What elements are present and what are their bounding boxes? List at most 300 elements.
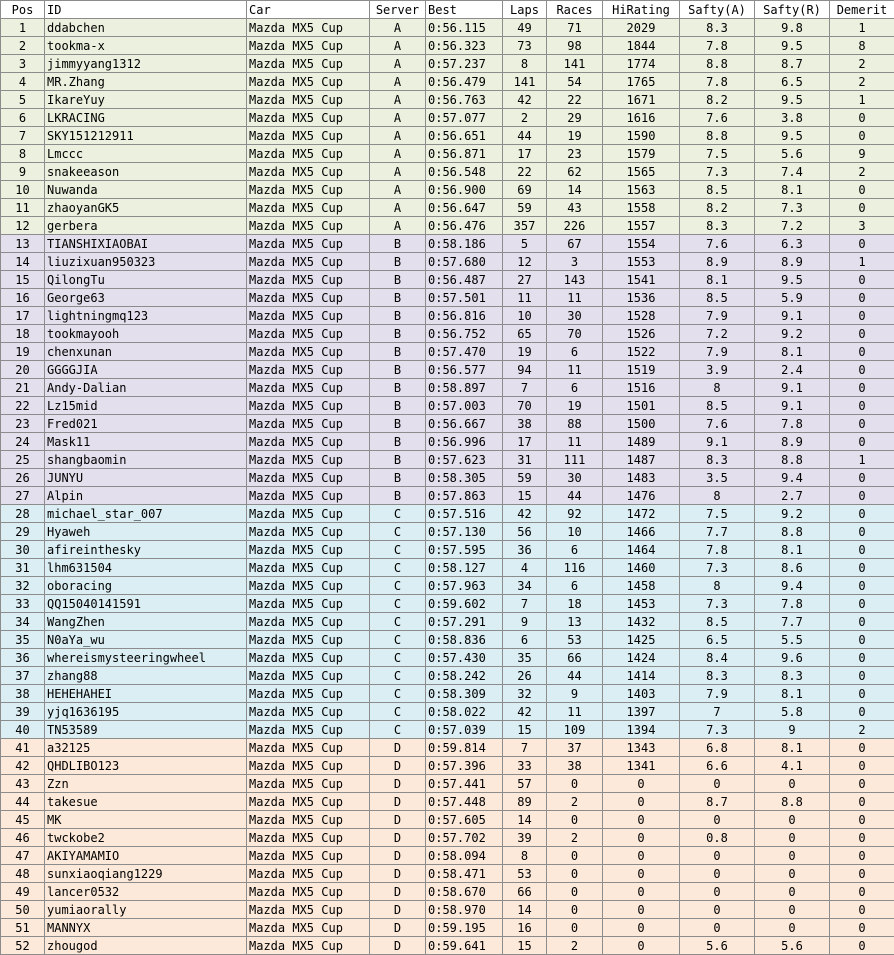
cell-safty-r: 8.8 — [755, 451, 830, 469]
cell-hirating: 1483 — [603, 469, 680, 487]
cell-demerit: 0 — [830, 181, 894, 199]
cell-server: D — [370, 811, 426, 829]
cell-pos: 50 — [1, 901, 45, 919]
cell-demerit: 0 — [830, 379, 894, 397]
cell-server: B — [370, 451, 426, 469]
cell-demerit: 0 — [830, 883, 894, 901]
cell-safty-r: 8.1 — [755, 685, 830, 703]
table-row — [1, 757, 894, 775]
cell-hirating: 1403 — [603, 685, 680, 703]
cell-id: AKIYAMAMIO — [45, 847, 247, 865]
cell-races: 0 — [547, 865, 603, 883]
cell-car: Mazda MX5 Cup — [247, 469, 370, 487]
table-row — [1, 595, 894, 613]
cell-car: Mazda MX5 Cup — [247, 451, 370, 469]
cell-demerit: 8 — [830, 37, 894, 55]
cell-hirating: 1432 — [603, 613, 680, 631]
cell-safty-r: 8.1 — [755, 541, 830, 559]
cell-races: 9 — [547, 685, 603, 703]
cell-best: 0:56.871 — [426, 145, 503, 163]
cell-id: MK — [45, 811, 247, 829]
cell-demerit: 1 — [830, 19, 894, 37]
cell-car: Mazda MX5 Cup — [247, 433, 370, 451]
col-header-races: Races — [547, 1, 603, 19]
cell-car: Mazda MX5 Cup — [247, 865, 370, 883]
cell-safty-a: 7.3 — [680, 559, 755, 577]
cell-safty-r: 8.9 — [755, 433, 830, 451]
cell-server: C — [370, 685, 426, 703]
table-row — [1, 343, 894, 361]
cell-id: ddabchen — [45, 19, 247, 37]
cell-id: JUNYU — [45, 469, 247, 487]
cell-laps: 49 — [503, 19, 547, 37]
cell-best: 0:59.602 — [426, 595, 503, 613]
cell-demerit: 0 — [830, 109, 894, 127]
cell-hirating: 1565 — [603, 163, 680, 181]
cell-best: 0:57.441 — [426, 775, 503, 793]
cell-car: Mazda MX5 Cup — [247, 793, 370, 811]
cell-demerit: 0 — [830, 469, 894, 487]
cell-safty-a: 8.7 — [680, 793, 755, 811]
cell-races: 44 — [547, 667, 603, 685]
cell-pos: 23 — [1, 415, 45, 433]
cell-demerit: 0 — [830, 829, 894, 847]
cell-safty-r: 5.8 — [755, 703, 830, 721]
cell-car: Mazda MX5 Cup — [247, 685, 370, 703]
table-row — [1, 505, 894, 523]
cell-hirating: 0 — [603, 793, 680, 811]
cell-safty-a: 8.2 — [680, 199, 755, 217]
cell-races: 3 — [547, 253, 603, 271]
cell-laps: 12 — [503, 253, 547, 271]
cell-server: C — [370, 523, 426, 541]
cell-id: Lmccc — [45, 145, 247, 163]
cell-best: 0:58.242 — [426, 667, 503, 685]
cell-safty-a: 7.5 — [680, 505, 755, 523]
cell-pos: 46 — [1, 829, 45, 847]
cell-car: Mazda MX5 Cup — [247, 631, 370, 649]
cell-demerit: 1 — [830, 253, 894, 271]
cell-demerit: 2 — [830, 721, 894, 739]
cell-pos: 42 — [1, 757, 45, 775]
cell-safty-r: 9.4 — [755, 577, 830, 595]
cell-safty-a: 6.5 — [680, 631, 755, 649]
cell-laps: 42 — [503, 703, 547, 721]
cell-demerit: 0 — [830, 361, 894, 379]
cell-demerit: 0 — [830, 559, 894, 577]
cell-car: Mazda MX5 Cup — [247, 73, 370, 91]
table-row — [1, 667, 894, 685]
cell-id: Alpin — [45, 487, 247, 505]
cell-safty-r: 0 — [755, 901, 830, 919]
cell-safty-a: 3.9 — [680, 361, 755, 379]
cell-car: Mazda MX5 Cup — [247, 55, 370, 73]
cell-best: 0:56.667 — [426, 415, 503, 433]
cell-id: takesue — [45, 793, 247, 811]
cell-best: 0:59.814 — [426, 739, 503, 757]
cell-hirating: 1424 — [603, 649, 680, 667]
cell-races: 30 — [547, 307, 603, 325]
cell-safty-a: 7 — [680, 703, 755, 721]
cell-best: 0:56.323 — [426, 37, 503, 55]
col-header-id: ID — [45, 1, 247, 19]
cell-laps: 4 — [503, 559, 547, 577]
cell-car: Mazda MX5 Cup — [247, 667, 370, 685]
cell-safty-r: 9.2 — [755, 325, 830, 343]
cell-best: 0:57.077 — [426, 109, 503, 127]
table-row — [1, 325, 894, 343]
cell-server: C — [370, 721, 426, 739]
cell-safty-r: 5.5 — [755, 631, 830, 649]
cell-server: B — [370, 289, 426, 307]
cell-races: 143 — [547, 271, 603, 289]
cell-laps: 11 — [503, 289, 547, 307]
table-row — [1, 271, 894, 289]
col-header-server: Server — [370, 1, 426, 19]
cell-best: 0:57.963 — [426, 577, 503, 595]
cell-car: Mazda MX5 Cup — [247, 91, 370, 109]
cell-best: 0:56.651 — [426, 127, 503, 145]
cell-hirating: 1425 — [603, 631, 680, 649]
cell-races: 30 — [547, 469, 603, 487]
cell-races: 226 — [547, 217, 603, 235]
table-row — [1, 235, 894, 253]
cell-safty-a: 7.7 — [680, 523, 755, 541]
cell-id: MANNYX — [45, 919, 247, 937]
cell-safty-a: 0 — [680, 847, 755, 865]
cell-races: 18 — [547, 595, 603, 613]
cell-laps: 17 — [503, 145, 547, 163]
cell-demerit: 0 — [830, 397, 894, 415]
cell-laps: 9 — [503, 613, 547, 631]
cell-races: 67 — [547, 235, 603, 253]
cell-laps: 38 — [503, 415, 547, 433]
cell-safty-r: 8.6 — [755, 559, 830, 577]
table-row — [1, 199, 894, 217]
cell-races: 23 — [547, 145, 603, 163]
cell-id: Lz15mid — [45, 397, 247, 415]
cell-safty-r: 3.8 — [755, 109, 830, 127]
cell-pos: 40 — [1, 721, 45, 739]
cell-hirating: 0 — [603, 775, 680, 793]
cell-safty-a: 7.3 — [680, 163, 755, 181]
cell-laps: 39 — [503, 829, 547, 847]
cell-pos: 52 — [1, 937, 45, 955]
cell-id: a32125 — [45, 739, 247, 757]
cell-laps: 57 — [503, 775, 547, 793]
cell-laps: 8 — [503, 55, 547, 73]
cell-races: 6 — [547, 343, 603, 361]
table-body — [1, 19, 894, 955]
cell-safty-r: 7.2 — [755, 217, 830, 235]
cell-car: Mazda MX5 Cup — [247, 883, 370, 901]
cell-car: Mazda MX5 Cup — [247, 937, 370, 955]
cell-pos: 20 — [1, 361, 45, 379]
cell-laps: 42 — [503, 91, 547, 109]
cell-best: 0:59.195 — [426, 919, 503, 937]
cell-safty-a: 8.8 — [680, 127, 755, 145]
cell-pos: 24 — [1, 433, 45, 451]
cell-races: 0 — [547, 919, 603, 937]
cell-laps: 22 — [503, 163, 547, 181]
cell-demerit: 2 — [830, 55, 894, 73]
cell-pos: 37 — [1, 667, 45, 685]
cell-best: 0:57.448 — [426, 793, 503, 811]
cell-pos: 9 — [1, 163, 45, 181]
cell-best: 0:58.471 — [426, 865, 503, 883]
cell-pos: 22 — [1, 397, 45, 415]
cell-safty-r: 9.1 — [755, 307, 830, 325]
table-row — [1, 253, 894, 271]
cell-races: 54 — [547, 73, 603, 91]
cell-best: 0:57.430 — [426, 649, 503, 667]
table-row — [1, 883, 894, 901]
cell-safty-a: 0 — [680, 865, 755, 883]
cell-races: 2 — [547, 793, 603, 811]
cell-id: shangbaomin — [45, 451, 247, 469]
table-row — [1, 289, 894, 307]
cell-hirating: 0 — [603, 901, 680, 919]
cell-demerit: 0 — [830, 595, 894, 613]
cell-safty-r: 9.1 — [755, 397, 830, 415]
table-row — [1, 217, 894, 235]
cell-id: Zzn — [45, 775, 247, 793]
cell-pos: 13 — [1, 235, 45, 253]
cell-laps: 31 — [503, 451, 547, 469]
cell-server: A — [370, 37, 426, 55]
cell-safty-a: 7.8 — [680, 37, 755, 55]
cell-demerit: 9 — [830, 145, 894, 163]
cell-hirating: 1557 — [603, 217, 680, 235]
cell-safty-a: 3.5 — [680, 469, 755, 487]
cell-best: 0:56.996 — [426, 433, 503, 451]
cell-server: A — [370, 181, 426, 199]
cell-best: 0:58.186 — [426, 235, 503, 253]
table-row — [1, 901, 894, 919]
cell-pos: 1 — [1, 19, 45, 37]
cell-demerit: 0 — [830, 631, 894, 649]
cell-hirating: 1458 — [603, 577, 680, 595]
cell-best: 0:56.577 — [426, 361, 503, 379]
cell-server: B — [370, 343, 426, 361]
table-row — [1, 793, 894, 811]
cell-id: snakeeason — [45, 163, 247, 181]
cell-laps: 7 — [503, 595, 547, 613]
cell-safty-r: 6.3 — [755, 235, 830, 253]
cell-races: 19 — [547, 397, 603, 415]
table-row — [1, 307, 894, 325]
cell-demerit: 0 — [830, 901, 894, 919]
cell-races: 44 — [547, 487, 603, 505]
cell-races: 88 — [547, 415, 603, 433]
cell-races: 53 — [547, 631, 603, 649]
cell-pos: 39 — [1, 703, 45, 721]
cell-hirating: 1519 — [603, 361, 680, 379]
cell-hirating: 1579 — [603, 145, 680, 163]
cell-safty-r: 7.8 — [755, 415, 830, 433]
cell-laps: 8 — [503, 847, 547, 865]
cell-best: 0:58.094 — [426, 847, 503, 865]
cell-safty-a: 8.5 — [680, 181, 755, 199]
cell-pos: 36 — [1, 649, 45, 667]
cell-safty-r: 6.5 — [755, 73, 830, 91]
cell-hirating: 0 — [603, 811, 680, 829]
col-header-safty-a: Safty(A) — [680, 1, 755, 19]
cell-hirating: 1414 — [603, 667, 680, 685]
cell-car: Mazda MX5 Cup — [247, 145, 370, 163]
cell-demerit: 0 — [830, 775, 894, 793]
cell-demerit: 0 — [830, 757, 894, 775]
cell-server: A — [370, 145, 426, 163]
cell-hirating: 1501 — [603, 397, 680, 415]
cell-races: 22 — [547, 91, 603, 109]
cell-safty-r: 0 — [755, 883, 830, 901]
cell-hirating: 0 — [603, 829, 680, 847]
cell-safty-a: 8.3 — [680, 217, 755, 235]
cell-pos: 28 — [1, 505, 45, 523]
cell-best: 0:56.487 — [426, 271, 503, 289]
cell-races: 71 — [547, 19, 603, 37]
cell-races: 2 — [547, 937, 603, 955]
col-header-best: Best — [426, 1, 503, 19]
table-row — [1, 361, 894, 379]
cell-server: C — [370, 613, 426, 631]
cell-id: yumiaorally — [45, 901, 247, 919]
cell-laps: 27 — [503, 271, 547, 289]
cell-car: Mazda MX5 Cup — [247, 235, 370, 253]
col-header-laps: Laps — [503, 1, 547, 19]
cell-id: George63 — [45, 289, 247, 307]
cell-best: 0:58.836 — [426, 631, 503, 649]
cell-laps: 66 — [503, 883, 547, 901]
cell-hirating: 1460 — [603, 559, 680, 577]
cell-pos: 14 — [1, 253, 45, 271]
cell-pos: 3 — [1, 55, 45, 73]
cell-demerit: 3 — [830, 217, 894, 235]
cell-id: Nuwanda — [45, 181, 247, 199]
cell-safty-a: 8.1 — [680, 271, 755, 289]
cell-races: 109 — [547, 721, 603, 739]
cell-id: tookma-x — [45, 37, 247, 55]
cell-pos: 43 — [1, 775, 45, 793]
cell-best: 0:57.605 — [426, 811, 503, 829]
cell-hirating: 1522 — [603, 343, 680, 361]
cell-id: lancer0532 — [45, 883, 247, 901]
cell-server: D — [370, 901, 426, 919]
table-row — [1, 613, 894, 631]
cell-laps: 15 — [503, 721, 547, 739]
cell-server: A — [370, 55, 426, 73]
cell-safty-r: 9 — [755, 721, 830, 739]
cell-best: 0:58.022 — [426, 703, 503, 721]
cell-hirating: 1341 — [603, 757, 680, 775]
cell-car: Mazda MX5 Cup — [247, 541, 370, 559]
cell-pos: 30 — [1, 541, 45, 559]
cell-safty-a: 6.6 — [680, 757, 755, 775]
cell-demerit: 0 — [830, 541, 894, 559]
cell-car: Mazda MX5 Cup — [247, 811, 370, 829]
table-row — [1, 919, 894, 937]
cell-best: 0:57.396 — [426, 757, 503, 775]
cell-server: D — [370, 865, 426, 883]
cell-pos: 49 — [1, 883, 45, 901]
table-row — [1, 37, 894, 55]
cell-id: afireinthesky — [45, 541, 247, 559]
cell-id: TIANSHIXIAOBAI — [45, 235, 247, 253]
table-row — [1, 55, 894, 73]
cell-pos: 8 — [1, 145, 45, 163]
cell-safty-a: 8.4 — [680, 649, 755, 667]
cell-hirating: 0 — [603, 847, 680, 865]
cell-hirating: 1590 — [603, 127, 680, 145]
cell-car: Mazda MX5 Cup — [247, 829, 370, 847]
cell-races: 19 — [547, 127, 603, 145]
cell-pos: 18 — [1, 325, 45, 343]
table-row — [1, 577, 894, 595]
table-row — [1, 559, 894, 577]
cell-hirating: 1765 — [603, 73, 680, 91]
cell-races: 98 — [547, 37, 603, 55]
cell-laps: 15 — [503, 487, 547, 505]
cell-car: Mazda MX5 Cup — [247, 523, 370, 541]
cell-demerit: 0 — [830, 847, 894, 865]
cell-server: D — [370, 937, 426, 955]
cell-demerit: 0 — [830, 415, 894, 433]
cell-server: D — [370, 793, 426, 811]
cell-safty-r: 7.8 — [755, 595, 830, 613]
cell-server: D — [370, 775, 426, 793]
cell-laps: 53 — [503, 865, 547, 883]
cell-id: zhaoyanGK5 — [45, 199, 247, 217]
cell-pos: 25 — [1, 451, 45, 469]
cell-laps: 36 — [503, 541, 547, 559]
cell-demerit: 0 — [830, 649, 894, 667]
cell-demerit: 0 — [830, 433, 894, 451]
cell-hirating: 1487 — [603, 451, 680, 469]
cell-id: Hyaweh — [45, 523, 247, 541]
cell-demerit: 0 — [830, 325, 894, 343]
cell-pos: 45 — [1, 811, 45, 829]
cell-server: B — [370, 415, 426, 433]
cell-car: Mazda MX5 Cup — [247, 397, 370, 415]
cell-laps: 35 — [503, 649, 547, 667]
cell-laps: 14 — [503, 901, 547, 919]
cell-id: twckobe2 — [45, 829, 247, 847]
cell-safty-a: 8.2 — [680, 91, 755, 109]
cell-safty-r: 9.5 — [755, 37, 830, 55]
cell-safty-r: 9.5 — [755, 91, 830, 109]
cell-best: 0:58.970 — [426, 901, 503, 919]
cell-hirating: 1528 — [603, 307, 680, 325]
cell-server: C — [370, 541, 426, 559]
cell-safty-a: 7.3 — [680, 595, 755, 613]
cell-car: Mazda MX5 Cup — [247, 271, 370, 289]
cell-id: tookmayooh — [45, 325, 247, 343]
cell-car: Mazda MX5 Cup — [247, 415, 370, 433]
table-row — [1, 451, 894, 469]
cell-safty-a: 8.3 — [680, 19, 755, 37]
cell-id: liuzixuan950323 — [45, 253, 247, 271]
cell-laps: 56 — [503, 523, 547, 541]
cell-server: D — [370, 883, 426, 901]
cell-server: C — [370, 667, 426, 685]
cell-demerit: 0 — [830, 937, 894, 955]
cell-races: 92 — [547, 505, 603, 523]
cell-demerit: 0 — [830, 685, 894, 703]
cell-server: C — [370, 649, 426, 667]
cell-hirating: 0 — [603, 919, 680, 937]
table-row — [1, 775, 894, 793]
